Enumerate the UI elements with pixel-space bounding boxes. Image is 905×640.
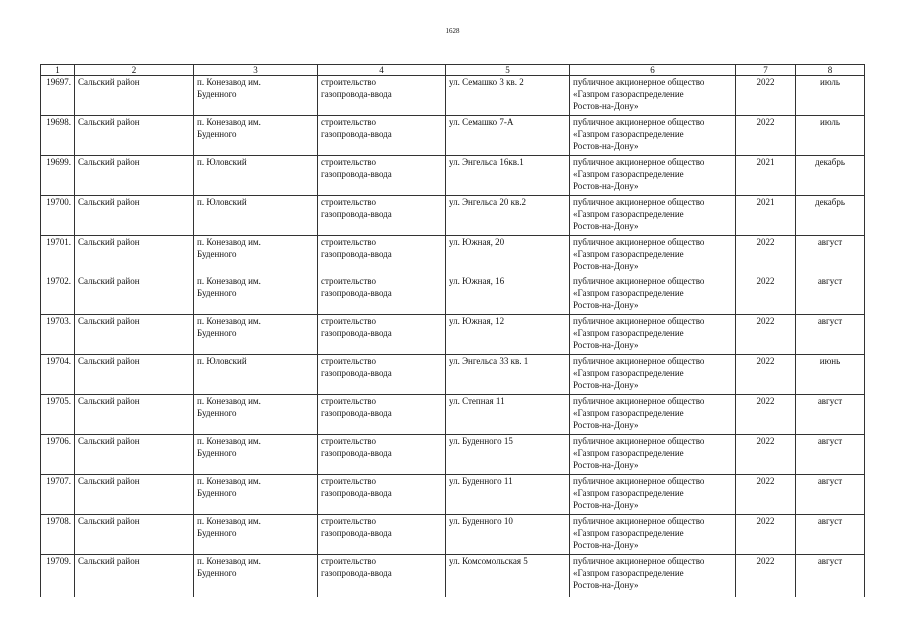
work-type-cell-line: газопровода-ввода — [321, 288, 392, 298]
organization-cell — [570, 395, 736, 435]
work-type-cell-line: газопровода-ввода — [321, 89, 392, 99]
locality-cell-line: п. Конезавод им. — [197, 556, 261, 566]
column-header: 4 — [318, 65, 446, 76]
page-number: 1628 — [445, 27, 460, 35]
locality-cell-line: Буденного — [197, 528, 237, 538]
entry-number-cell: 19698. — [41, 116, 75, 156]
organization-cell-line: «Газпром газораспределение — [573, 368, 684, 378]
locality-cell-line: Буденного — [197, 408, 237, 418]
month-cell: август — [796, 555, 865, 598]
address-cell — [446, 395, 570, 435]
organization-cell-line: «Газпром газораспределение — [573, 169, 684, 179]
work-type-cell-line: газопровода-ввода — [321, 169, 392, 179]
year-cell: 2022 — [736, 315, 796, 355]
month-cell: июль — [796, 76, 865, 116]
column-header: 5 — [446, 65, 570, 76]
organization-cell-line: «Газпром газораспределение — [573, 528, 684, 538]
work-type-cell-line: строительство — [321, 476, 376, 486]
organization-cell — [570, 555, 736, 598]
work-type-cell-line: строительство — [321, 356, 376, 366]
address-cell-line: ул. Семашко 7-А — [449, 117, 514, 127]
work-type-cell-line: строительство — [321, 276, 376, 286]
work-type-cell — [318, 315, 446, 355]
address-cell — [446, 116, 570, 156]
address-cell-line: ул. Буденного 15 — [449, 436, 513, 446]
work-type-cell-line: газопровода-ввода — [321, 568, 392, 578]
table-row — [41, 315, 865, 355]
year-cell: 2021 — [736, 196, 796, 236]
table-header-row — [41, 65, 865, 76]
organization-cell-line: публичное акционерное общество — [573, 436, 705, 446]
locality-cell — [194, 275, 318, 315]
year-cell: 2022 — [736, 435, 796, 475]
column-header: 2 — [75, 65, 194, 76]
year-cell: 2022 — [736, 515, 796, 555]
locality-cell-line: п. Конезавод им. — [197, 436, 261, 446]
work-type-cell-line: газопровода-ввода — [321, 408, 392, 418]
month-cell: август — [796, 435, 865, 475]
month-cell: август — [796, 275, 865, 315]
organization-cell-line: «Газпром газораспределение — [573, 288, 684, 298]
organization-cell-line: публичное акционерное общество — [573, 396, 705, 406]
locality-cell-line: Буденного — [197, 448, 237, 458]
locality-cell-line: Буденного — [197, 488, 237, 498]
district-cell: Сальский район — [75, 515, 194, 555]
organization-cell-line: публичное акционерное общество — [573, 316, 705, 326]
organization-cell-line: Ростов-на-Дону» — [573, 181, 639, 191]
address-cell — [446, 555, 570, 598]
locality-cell-line: Буденного — [197, 328, 237, 338]
address-cell-line: ул. Буденного 10 — [449, 516, 513, 526]
work-type-cell — [318, 355, 446, 395]
organization-cell — [570, 435, 736, 475]
address-cell-line: ул. Энгельса 33 кв. 1 — [449, 356, 529, 366]
table-row — [41, 116, 865, 156]
work-type-cell-line: строительство — [321, 197, 376, 207]
year-cell: 2022 — [736, 395, 796, 435]
locality-cell-line: Буденного — [197, 288, 237, 298]
address-cell — [446, 355, 570, 395]
entry-number-cell: 19701. — [41, 236, 75, 276]
locality-cell-line: п. Конезавод им. — [197, 516, 261, 526]
year-cell: 2022 — [736, 275, 796, 315]
work-type-cell-line: строительство — [321, 157, 376, 167]
year-cell: 2022 — [736, 355, 796, 395]
district-cell: Сальский район — [75, 355, 194, 395]
work-type-cell — [318, 196, 446, 236]
organization-cell-line: «Газпром газораспределение — [573, 328, 684, 338]
column-header: 3 — [194, 65, 318, 76]
work-type-cell-line: строительство — [321, 396, 376, 406]
year-cell: 2022 — [736, 76, 796, 116]
table-row — [41, 395, 865, 435]
month-cell: декабрь — [796, 156, 865, 196]
district-cell: Сальский район — [75, 76, 194, 116]
address-cell-line: ул. Южная, 16 — [449, 276, 505, 286]
locality-cell — [194, 515, 318, 555]
district-cell: Сальский район — [75, 196, 194, 236]
entry-number-cell: 19700. — [41, 196, 75, 236]
table-row — [41, 515, 865, 555]
table-row — [41, 236, 865, 276]
work-type-cell — [318, 515, 446, 555]
work-type-cell-line: газопровода-ввода — [321, 448, 392, 458]
table-row — [41, 196, 865, 236]
organization-cell-line: Ростов-на-Дону» — [573, 340, 639, 350]
district-cell: Сальский район — [75, 156, 194, 196]
work-type-cell-line: строительство — [321, 117, 376, 127]
district-cell: Сальский район — [75, 275, 194, 315]
organization-cell — [570, 196, 736, 236]
column-header: 6 — [570, 65, 736, 76]
address-cell — [446, 196, 570, 236]
address-cell-line: ул. Энгельса 20 кв.2 — [449, 197, 526, 207]
address-cell-line: ул. Буденного 11 — [449, 476, 513, 486]
entry-number-cell: 19705. — [41, 395, 75, 435]
entry-number-cell: 19709. — [41, 555, 75, 598]
month-cell: июль — [796, 116, 865, 156]
organization-cell — [570, 475, 736, 515]
locality-cell-line: п. Конезавод им. — [197, 77, 261, 87]
work-type-cell-line: строительство — [321, 436, 376, 446]
address-cell — [446, 435, 570, 475]
table-body — [41, 76, 865, 598]
address-cell — [446, 515, 570, 555]
organization-cell-line: Ростов-на-Дону» — [573, 460, 639, 470]
table-row — [41, 76, 865, 116]
locality-cell-line: п. Юловский — [197, 356, 247, 366]
work-type-cell-line: строительство — [321, 516, 376, 526]
organization-cell-line: Ростов-на-Дону» — [573, 221, 639, 231]
address-cell — [446, 156, 570, 196]
year-cell: 2022 — [736, 475, 796, 515]
month-cell: июнь — [796, 355, 865, 395]
organization-cell-line: публичное акционерное общество — [573, 237, 705, 247]
locality-cell — [194, 236, 318, 276]
column-header: 1 — [41, 65, 75, 76]
organization-cell-line: «Газпром газораспределение — [573, 488, 684, 498]
work-type-cell — [318, 236, 446, 276]
district-cell: Сальский район — [75, 555, 194, 598]
address-cell — [446, 76, 570, 116]
locality-cell-line: Буденного — [197, 89, 237, 99]
organization-cell-line: Ростов-на-Дону» — [573, 420, 639, 430]
locality-cell — [194, 76, 318, 116]
organization-cell-line: «Газпром газораспределение — [573, 89, 684, 99]
organization-cell — [570, 76, 736, 116]
entry-number-cell: 19708. — [41, 515, 75, 555]
organization-cell-line: публичное акционерное общество — [573, 157, 705, 167]
organization-cell-line: «Газпром газораспределение — [573, 249, 684, 259]
entry-number-cell: 19699. — [41, 156, 75, 196]
locality-cell-line: Буденного — [197, 129, 237, 139]
address-cell-line: ул. Южная, 20 — [449, 237, 505, 247]
year-cell: 2021 — [736, 156, 796, 196]
year-cell: 2022 — [736, 116, 796, 156]
entry-number-cell: 19702. — [41, 275, 75, 315]
month-cell: декабрь — [796, 196, 865, 236]
organization-cell-line: «Газпром газораспределение — [573, 209, 684, 219]
work-type-cell-line: строительство — [321, 316, 376, 326]
address-cell — [446, 475, 570, 515]
address-cell-line: ул. Южная, 12 — [449, 316, 505, 326]
organization-cell-line: публичное акционерное общество — [573, 556, 705, 566]
organization-cell-line: Ростов-на-Дону» — [573, 580, 639, 590]
organization-cell-line: Ростов-на-Дону» — [573, 141, 639, 151]
month-cell: август — [796, 475, 865, 515]
locality-cell — [194, 555, 318, 598]
district-cell: Сальский район — [75, 395, 194, 435]
address-cell-line: ул. Энгельса 16кв.1 — [449, 157, 524, 167]
year-cell: 2022 — [736, 555, 796, 598]
gas-connection-table — [40, 64, 865, 597]
organization-cell — [570, 515, 736, 555]
locality-cell — [194, 475, 318, 515]
organization-cell-line: публичное акционерное общество — [573, 516, 705, 526]
organization-cell — [570, 116, 736, 156]
locality-cell — [194, 156, 318, 196]
address-cell-line: ул. Комсомольская 5 — [449, 556, 528, 566]
month-cell: август — [796, 315, 865, 355]
locality-cell — [194, 355, 318, 395]
table-row — [41, 156, 865, 196]
organization-cell-line: публичное акционерное общество — [573, 356, 705, 366]
organization-cell — [570, 156, 736, 196]
locality-cell-line: п. Конезавод им. — [197, 276, 261, 286]
work-type-cell — [318, 76, 446, 116]
locality-cell-line: Буденного — [197, 249, 237, 259]
column-header: 8 — [796, 65, 865, 76]
organization-cell-line: Ростов-на-Дону» — [573, 261, 639, 271]
entry-number-cell: 19697. — [41, 76, 75, 116]
district-cell: Сальский район — [75, 475, 194, 515]
work-type-cell — [318, 116, 446, 156]
locality-cell-line: п. Конезавод им. — [197, 396, 261, 406]
table-row — [41, 475, 865, 515]
organization-cell-line: публичное акционерное общество — [573, 197, 705, 207]
locality-cell — [194, 435, 318, 475]
work-type-cell-line: газопровода-ввода — [321, 209, 392, 219]
locality-cell — [194, 196, 318, 236]
address-cell — [446, 275, 570, 315]
organization-cell-line: Ростов-на-Дону» — [573, 540, 639, 550]
district-cell: Сальский район — [75, 116, 194, 156]
table-row — [41, 555, 865, 598]
organization-cell-line: Ростов-на-Дону» — [573, 300, 639, 310]
locality-cell — [194, 395, 318, 435]
entry-number-cell: 19707. — [41, 475, 75, 515]
organization-cell — [570, 236, 736, 276]
work-type-cell-line: газопровода-ввода — [321, 249, 392, 259]
district-cell: Сальский район — [75, 315, 194, 355]
work-type-cell-line: газопровода-ввода — [321, 368, 392, 378]
organization-cell — [570, 355, 736, 395]
organization-cell-line: Ростов-на-Дону» — [573, 101, 639, 111]
locality-cell-line: п. Конезавод им. — [197, 237, 261, 247]
work-type-cell-line: строительство — [321, 77, 376, 87]
organization-cell-line: публичное акционерное общество — [573, 276, 705, 286]
table-row — [41, 275, 865, 315]
locality-cell-line: п. Конезавод им. — [197, 117, 261, 127]
locality-cell — [194, 315, 318, 355]
work-type-cell — [318, 435, 446, 475]
address-cell — [446, 236, 570, 276]
month-cell: август — [796, 395, 865, 435]
entry-number-cell: 19704. — [41, 355, 75, 395]
district-cell: Сальский район — [75, 435, 194, 475]
organization-cell-line: «Газпром газораспределение — [573, 448, 684, 458]
organization-cell-line: публичное акционерное общество — [573, 77, 705, 87]
table-row — [41, 355, 865, 395]
organization-cell-line: «Газпром газораспределение — [573, 408, 684, 418]
organization-cell — [570, 315, 736, 355]
organization-cell-line: публичное акционерное общество — [573, 117, 705, 127]
organization-cell-line: Ростов-на-Дону» — [573, 380, 639, 390]
month-cell: август — [796, 236, 865, 276]
work-type-cell-line: газопровода-ввода — [321, 488, 392, 498]
locality-cell-line: Буденного — [197, 568, 237, 578]
entry-number-cell: 19703. — [41, 315, 75, 355]
address-cell-line: ул. Степная 11 — [449, 396, 505, 406]
district-cell: Сальский район — [75, 236, 194, 276]
locality-cell — [194, 116, 318, 156]
work-type-cell-line: строительство — [321, 556, 376, 566]
work-type-cell — [318, 156, 446, 196]
work-type-cell-line: строительство — [321, 237, 376, 247]
locality-cell-line: п. Юловский — [197, 157, 247, 167]
work-type-cell-line: газопровода-ввода — [321, 129, 392, 139]
organization-cell-line: «Газпром газораспределение — [573, 129, 684, 139]
work-type-cell — [318, 475, 446, 515]
locality-cell-line: п. Конезавод им. — [197, 476, 261, 486]
work-type-cell — [318, 555, 446, 598]
address-cell — [446, 315, 570, 355]
organization-cell-line: публичное акционерное общество — [573, 476, 705, 486]
work-type-cell — [318, 275, 446, 315]
locality-cell-line: п. Конезавод им. — [197, 316, 261, 326]
work-type-cell-line: газопровода-ввода — [321, 328, 392, 338]
locality-cell-line: п. Юловский — [197, 197, 247, 207]
table-row — [41, 435, 865, 475]
month-cell: август — [796, 515, 865, 555]
address-cell-line: ул. Семашко 3 кв. 2 — [449, 77, 524, 87]
organization-cell-line: «Газпром газораспределение — [573, 568, 684, 578]
column-header: 7 — [736, 65, 796, 76]
organization-cell — [570, 275, 736, 315]
work-type-cell — [318, 395, 446, 435]
organization-cell-line: Ростов-на-Дону» — [573, 500, 639, 510]
year-cell: 2022 — [736, 236, 796, 276]
work-type-cell-line: газопровода-ввода — [321, 528, 392, 538]
entry-number-cell: 19706. — [41, 435, 75, 475]
